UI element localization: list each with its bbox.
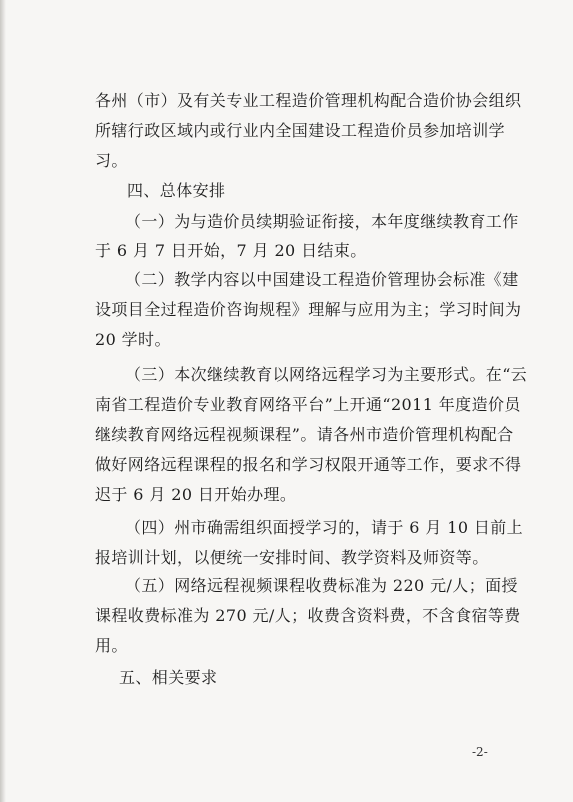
section-heading: 四、总体安排 bbox=[127, 181, 226, 200]
text-line: 课程收费标准为 270 元/人；收费含资料费，不含食宿等费 bbox=[95, 606, 521, 625]
text-line: （一）为与造价员续期验证衔接，本年度继续教育工作 bbox=[125, 212, 519, 231]
text-line: 所辖行政区域内或行业内全国建设工程造价员参加培训学 bbox=[95, 121, 506, 140]
text-line: （四）州市确需组织面授学习的，请于 6 月 10 日前上 bbox=[125, 518, 524, 537]
page-number: -2- bbox=[472, 745, 488, 759]
text-line: （五）网络远程视频课程收费标准为 220 元/人；面授 bbox=[125, 576, 518, 595]
text-line: 用。 bbox=[95, 636, 128, 655]
text-line: 于 6 月 7 日开始，7 月 20 日结束。 bbox=[95, 241, 367, 260]
scan-edge-shadow bbox=[0, 0, 6, 802]
text-line: （二）教学内容以中国建设工程造价管理协会标准《建 bbox=[125, 270, 519, 289]
text-line: 报培训计划，以便统一安排时间、教学资料及师资等。 bbox=[95, 548, 489, 567]
text-line: （三）本次继续教育以网络远程学习为主要形式。在“云 bbox=[125, 365, 528, 384]
text-line: 各州（市）及有关专业工程造价管理机构配合造价协会组织 bbox=[95, 91, 522, 110]
text-line: 做好网络远程课程的报名和学习权限开通等工作，要求不得 bbox=[95, 455, 522, 474]
text-line: 继续教育网络远程视频课程”。请各州市造价管理机构配合 bbox=[95, 425, 514, 444]
text-line: 迟于 6 月 20 日开始办理。 bbox=[95, 485, 297, 504]
section-heading: 五、相关要求 bbox=[119, 668, 218, 687]
text-line: 设项目全过程造价咨询规程》理解与应用为主；学习时间为 bbox=[95, 300, 522, 319]
text-line: 习。 bbox=[95, 151, 128, 170]
text-line: 20 学时。 bbox=[95, 330, 171, 349]
text-line: 南省工程造价专业教育网络平台”上开通“2011 年度造价员 bbox=[95, 395, 521, 414]
